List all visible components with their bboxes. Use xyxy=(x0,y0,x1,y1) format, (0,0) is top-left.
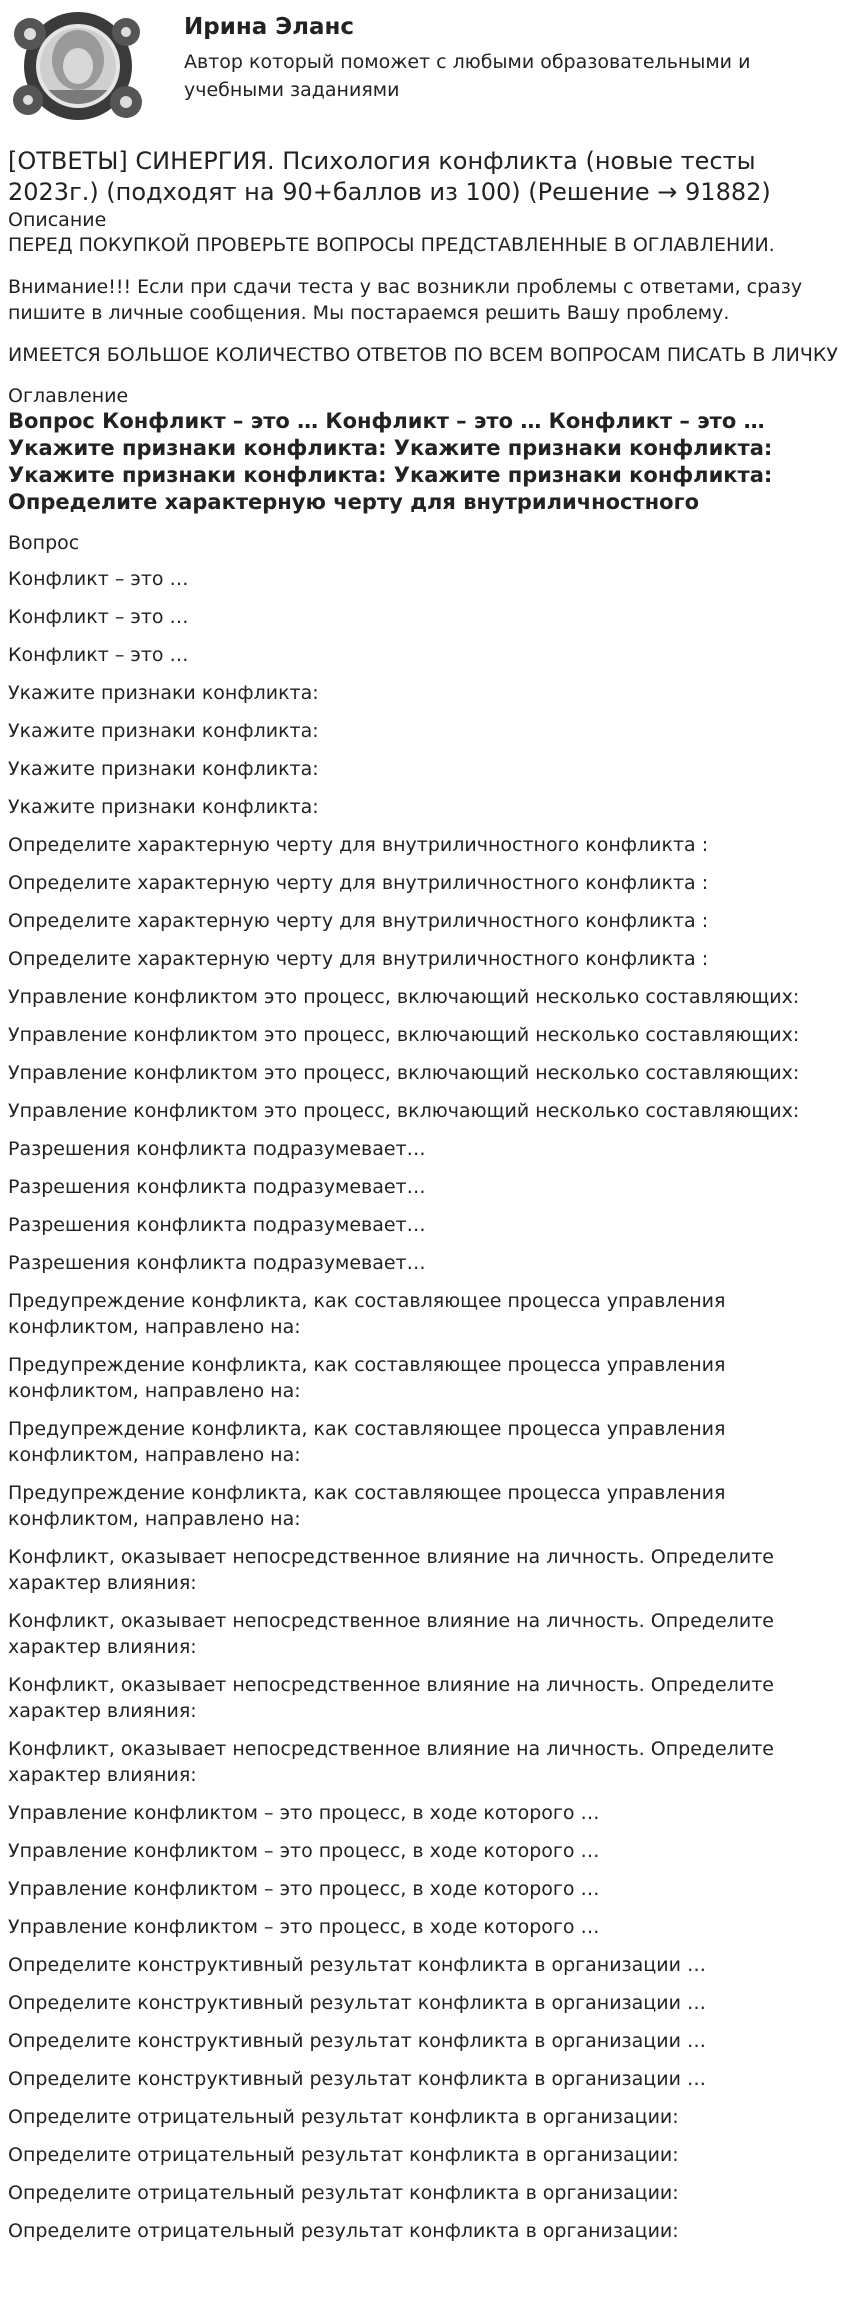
product-content xyxy=(0,146,847,2244)
question-item: Определите конструктивный результат конфликта в организации … xyxy=(8,2030,706,2052)
question-item: Укажите признаки конфликта: xyxy=(8,758,319,780)
question-item: Конфликт – это … xyxy=(8,606,189,628)
author-name[interactable]: Ирина Эланс xyxy=(184,14,355,40)
question-item: Определите конструктивный результат конфликта в организации … xyxy=(8,1954,706,1976)
question-item: Определите конструктивный результат конфликта в организации … xyxy=(8,2068,706,2090)
question-item: Предупреждение конфликта, как составляющее процесса управления конфликтом, направлено на: xyxy=(8,1354,726,1402)
question-item: Укажите признаки конфликта: xyxy=(8,682,319,704)
question-item: Управление конфликтом – это процесс, в ходе которого … xyxy=(8,1802,600,1824)
question-item: Определите характерную черту для внутриличностного конфликта : xyxy=(8,910,709,932)
question-item: Управление конфликтом это процесс, включающий несколько составляющих: xyxy=(8,1024,800,1046)
description-label: Описание xyxy=(8,209,107,231)
question-item: Определите характерную черту для внутриличностного конфликта : xyxy=(8,948,709,970)
question-item: Управление конфликтом – это процесс, в ходе которого … xyxy=(8,1916,600,1938)
description-paragraph-3: ИМЕЕТСЯ БОЛЬШОЕ КОЛИЧЕСТВО ОТВЕТОВ ПО ВСЕМ ВОПРОСАМ ПИСАТЬ В ЛИЧКУ xyxy=(8,344,838,366)
description-paragraph-2: Внимание!!! Если при сдачи теста у вас возникли проблемы с ответами, сразу пишите в личные сообщения. Мы постараемся решить Вашу проблему. xyxy=(8,276,803,324)
author-card xyxy=(0,0,847,140)
description-paragraph-1: ПЕРЕД ПОКУПКОЙ ПРОВЕРЬТЕ ВОПРОСЫ ПРЕДСТАВЛЕННЫЕ В ОГЛАВЛЕНИИ. xyxy=(8,234,775,256)
question-item: Предупреждение конфликта, как составляющее процесса управления конфликтом, направлено на: xyxy=(8,1290,726,1338)
question-item: Определите отрицательный результат конфликта в организации: xyxy=(8,2144,679,2166)
question-item: Конфликт, оказывает непосредственное влияние на личность. Определите характер влияния: xyxy=(8,1738,774,1786)
question-item: Управление конфликтом это процесс, включающий несколько составляющих: xyxy=(8,986,800,1008)
table-of-contents: Вопрос Конфликт – это … Конфликт – это … Конфликт – это … Укажите признаки конфликта: Укажите признаки конфликта: Укажите признаки конфликта: Укажите признаки конфликта: Определите характерную черту для внутриличностного xyxy=(8,409,773,514)
question-item: Конфликт – это … xyxy=(8,568,189,590)
page-title: [ОТВЕТЫ] СИНЕРГИЯ. Психология конфликта (новые тесты 2023г.) (подходят на 90+баллов из 100) (Решение → 91882) xyxy=(8,147,771,206)
question-label: Вопрос xyxy=(8,532,80,554)
question-item: Управление конфликтом – это процесс, в ходе которого … xyxy=(8,1878,600,1900)
toc-label: Оглавление xyxy=(8,385,129,407)
question-item: Разрешения конфликта подразумевает… xyxy=(8,1252,426,1274)
question-item: Определите характерную черту для внутриличностного конфликта : xyxy=(8,872,709,894)
question-item: Определите отрицательный результат конфликта в организации: xyxy=(8,2182,679,2204)
question-item: Конфликт, оказывает непосредственное влияние на личность. Определите характер влияния: xyxy=(8,1546,774,1594)
author-description: Автор который поможет с любыми образовательными и учебными заданиями xyxy=(184,51,751,101)
question-item: Разрешения конфликта подразумевает… xyxy=(8,1176,426,1198)
author-avatar[interactable] xyxy=(8,8,148,128)
question-list xyxy=(8,566,839,2244)
question-item: Разрешения конфликта подразумевает… xyxy=(8,1138,426,1160)
question-item: Конфликт, оказывает непосредственное влияние на личность. Определите характер влияния: xyxy=(8,1674,774,1722)
question-item: Предупреждение конфликта, как составляющее процесса управления конфликтом, направлено на: xyxy=(8,1482,726,1530)
question-item: Предупреждение конфликта, как составляющее процесса управления конфликтом, направлено на: xyxy=(8,1418,726,1466)
question-item: Конфликт, оказывает непосредственное влияние на личность. Определите характер влияния: xyxy=(8,1610,774,1658)
question-item: Определите конструктивный результат конфликта в организации … xyxy=(8,1992,706,2014)
question-item: Определите отрицательный результат конфликта в организации: xyxy=(8,2220,679,2242)
question-item: Укажите признаки конфликта: xyxy=(8,720,319,742)
question-item: Управление конфликтом это процесс, включающий несколько составляющих: xyxy=(8,1100,800,1122)
question-item: Управление конфликтом – это процесс, в ходе которого … xyxy=(8,1840,600,1862)
question-item: Конфликт – это … xyxy=(8,644,189,666)
question-item: Определите отрицательный результат конфликта в организации: xyxy=(8,2106,679,2128)
question-item: Разрешения конфликта подразумевает… xyxy=(8,1214,426,1236)
question-item: Управление конфликтом это процесс, включающий несколько составляющих: xyxy=(8,1062,800,1084)
question-item: Определите характерную черту для внутриличностного конфликта : xyxy=(8,834,709,856)
question-item: Укажите признаки конфликта: xyxy=(8,796,319,818)
